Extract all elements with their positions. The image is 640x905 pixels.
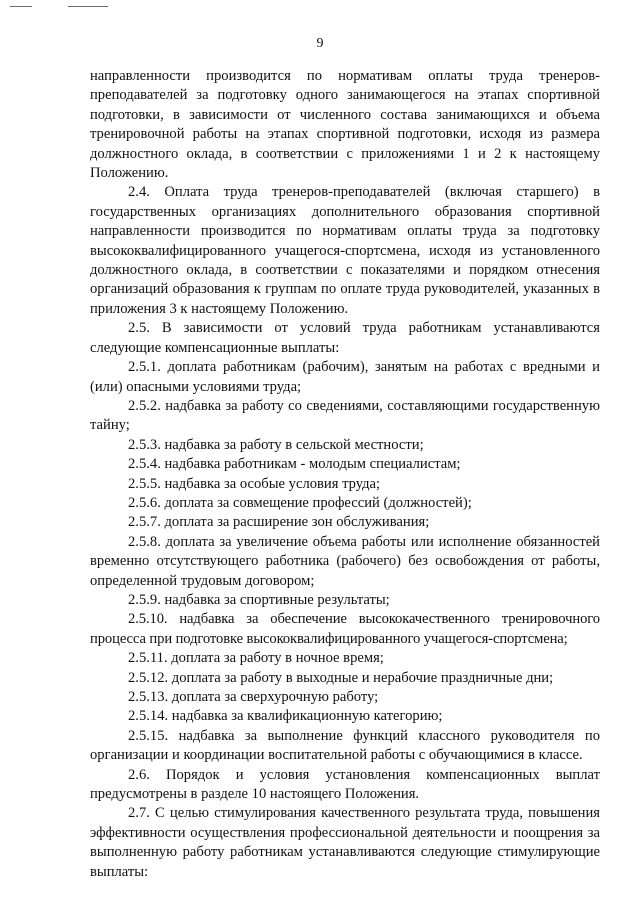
list-item-2-5-7: 2.5.7. доплата за расширение зон обслуживания;	[128, 514, 430, 531]
list-item-2-5-6: 2.5.6. доплата за совмещение профессий (должностей);	[128, 494, 472, 511]
list-item-2-5-13: 2.5.13. доплата за сверхурочную работу;	[128, 689, 379, 705]
list-item-2-5-9: 2.5.9. надбавка за спортивные результаты;	[128, 591, 390, 608]
list-item-2-5-11: 2.5.11. доплата за работу в ночное время;	[128, 650, 384, 667]
list-item-2-5-10: 2.5.10. надбавка за обеспечение высококачественного тренировочного процесса при подготовке высококвалифицированного учащегося-спортсмена;	[90, 611, 600, 647]
list-item-2-5-2: 2.5.2. надбавка за работу со сведениями, составляющими государственную тайну;	[90, 397, 600, 434]
list-item-2-5-15: 2.5.15. надбавка за выполнение функций классного руководителя по организации и координации воспитательной работы с обучающимися в классе.	[90, 727, 600, 764]
paragraph-continuation: направленности производится по нормативам оплаты труда тренеров-преподавателей за подготовку одного занимающегося на этапах спортивной подготовки, в зависимости от численного состава занимающихся и объема тренировочной работы на этапах спортивной подготовки, исходя из размера должностного оклада, в соответствии с приложениями 1 и 2 к настоящему Положению.	[90, 68, 600, 182]
list-item-2-5-4: 2.5.4. надбавка работникам - молодым специалистам;	[128, 456, 461, 473]
page-number: 9	[316, 36, 324, 51]
list-item-2-5-1: 2.5.1. доплата работникам (рабочим), занятым на работах с вредными и (или) опасными условиями труда;	[90, 359, 600, 395]
list-item-2-5-12: 2.5.12. доплата за работу в выходные и нерабочие праздничные дни;	[128, 669, 554, 686]
list-item-2-5-3: 2.5.3. надбавка за работу в сельской местности;	[128, 436, 424, 453]
list-item-2-5-5: 2.5.5. надбавка за особые условия труда;	[128, 475, 381, 492]
list-item-2-5-8: 2.5.8. доплата за увеличение объема работы или исполнение обязанностей временно отсутствующего работника (рабочего) без освобождения от работы, определенной трудовым договором;	[90, 533, 600, 589]
paragraph-2-6: 2.6. Порядок и условия установления компенсационных выплат предусмотрены в разделе 10 настоящего Положения.	[90, 766, 600, 803]
paragraph-2-4: 2.4. Оплата труда тренеров-преподавателей (включая старшего) в государственных организациях дополнительного образования спортивной направленности производится по нормативам оплаты труда за подготовку высококвалифицированного учащегося-спортсмена, исходя из установленного должностного оклада, в соответствии с показателями и порядком отнесения организаций образования к группам по оплате труда руководителей, указанных в приложения 3 к настоящему Положению.	[90, 184, 600, 317]
document-body	[90, 67, 600, 882]
scan-edge-marks	[0, 0, 640, 12]
paragraph-2-7: 2.7. С целью стимулирования качественного результата труда, повышения эффективности осуществления профессиональной деятельности и поощрения за выполненную работу работникам устанавливаются следующие стимулирующие выплаты:	[90, 805, 600, 880]
paragraph-2-5: 2.5. В зависимости от условий труда работникам устанавливаются следующие компенсационные выплаты:	[90, 320, 600, 356]
list-item-2-5-14: 2.5.14. надбавка за квалификационную категорию;	[128, 708, 443, 725]
